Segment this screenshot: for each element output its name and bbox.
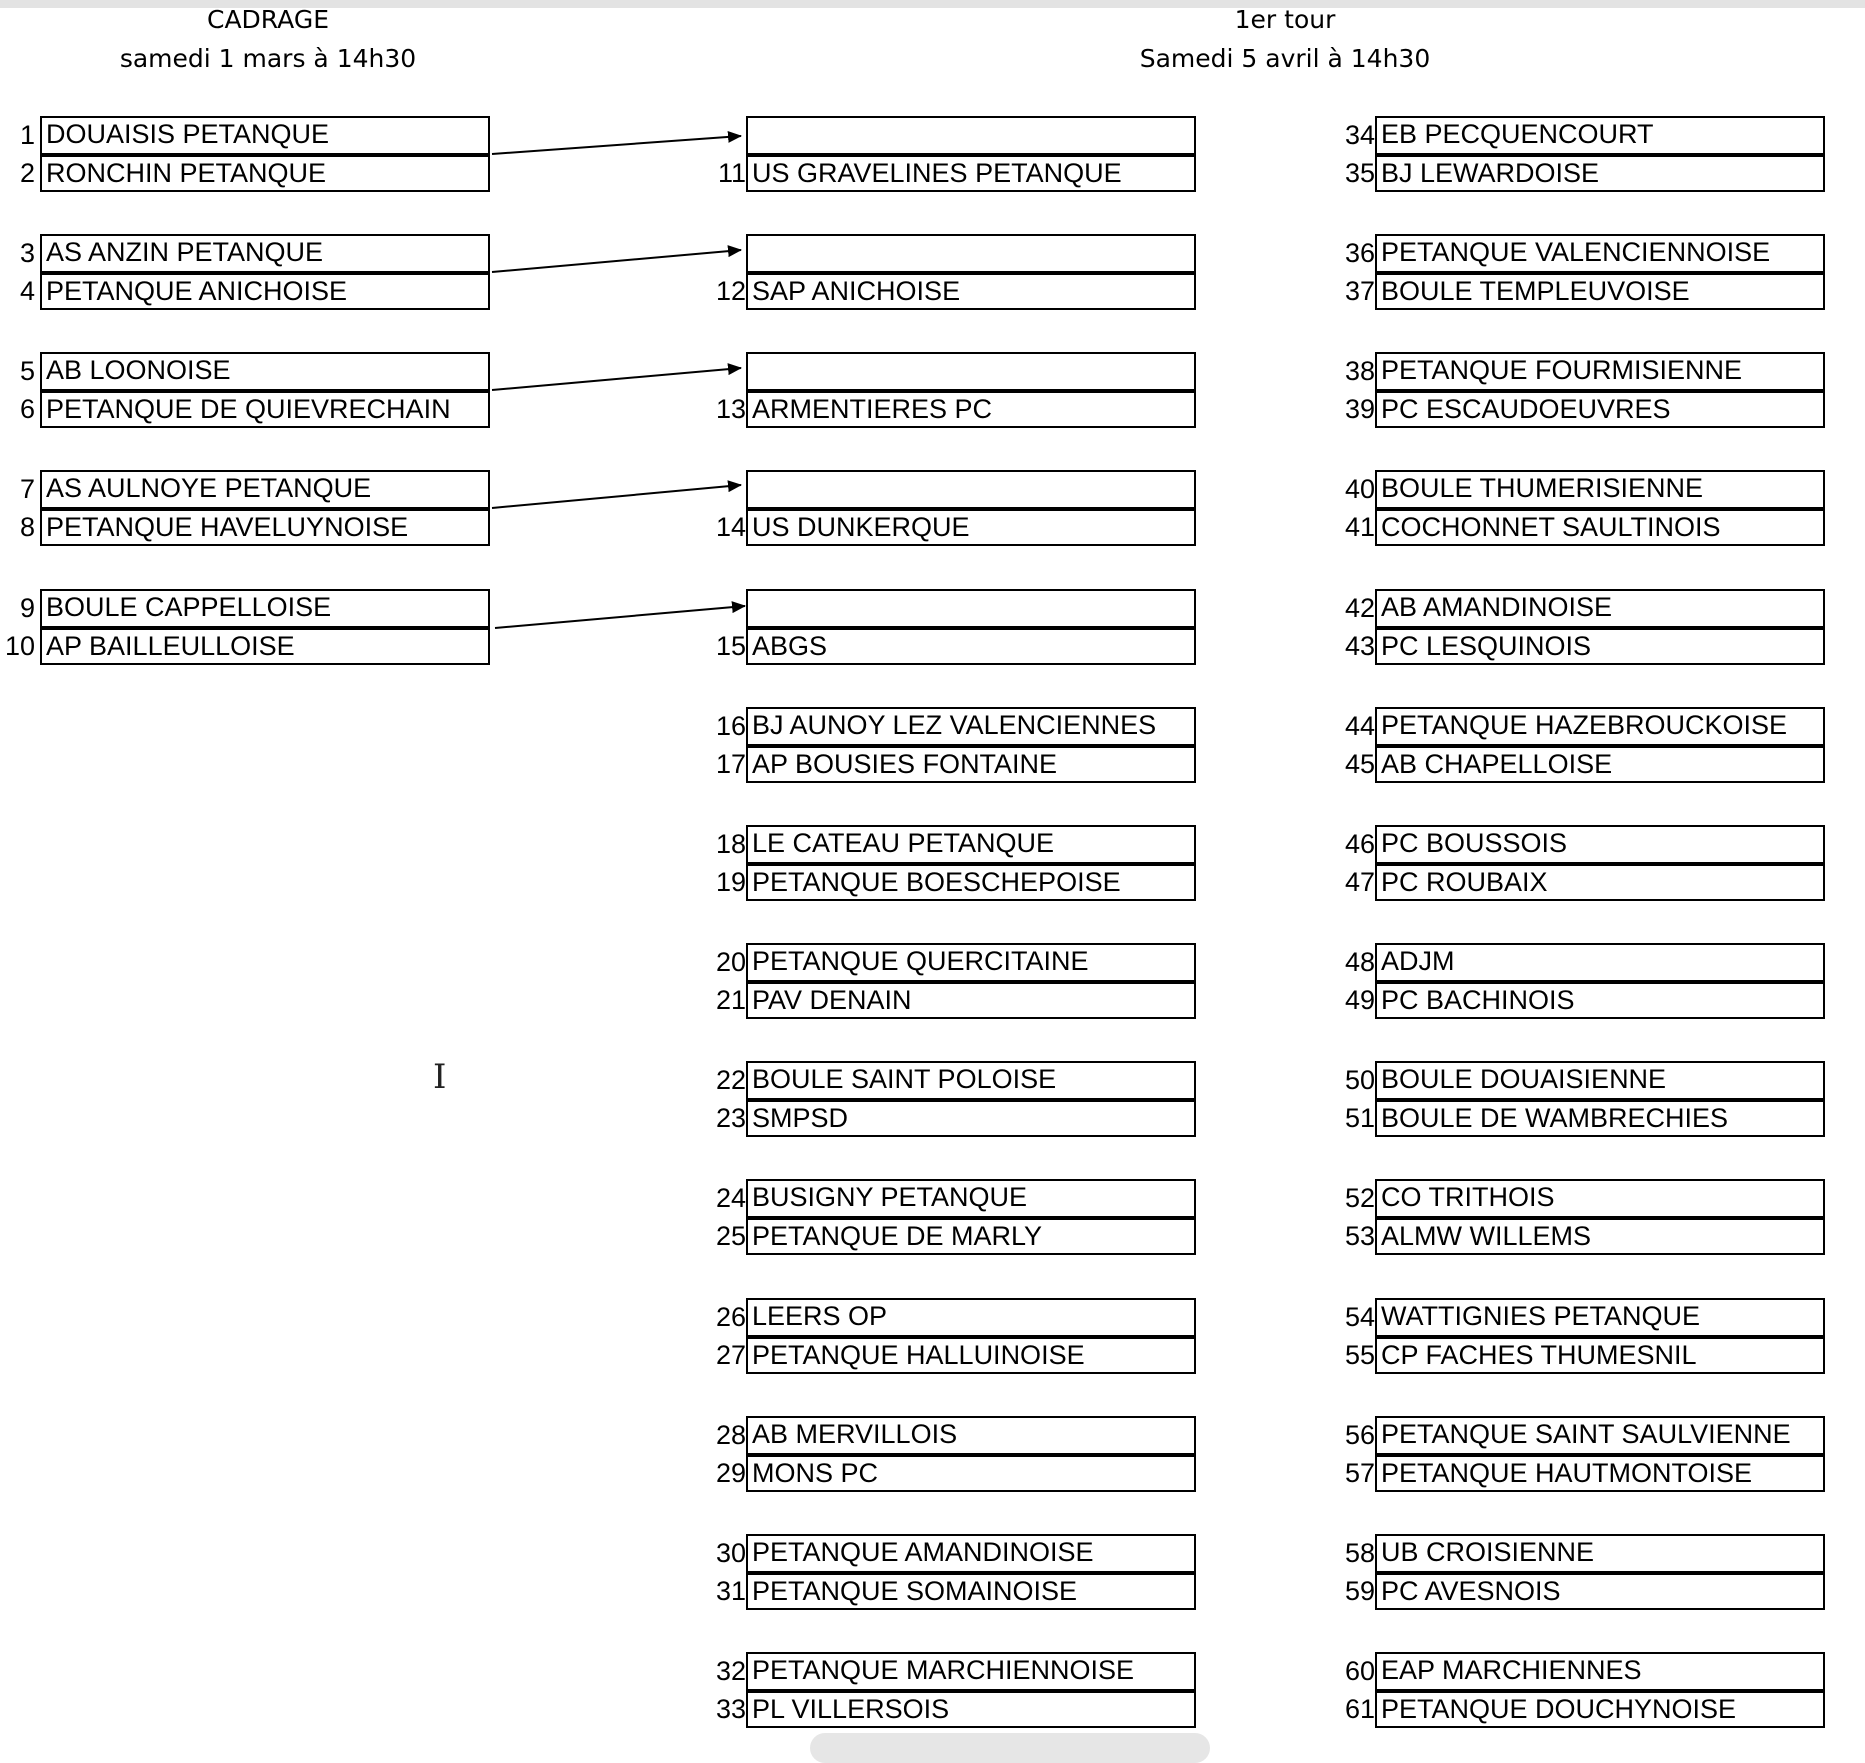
team-cell: ARMENTIERES PC [746,391,1196,428]
seed-number: 51 [1344,1103,1375,1133]
team-cell: COCHONNET SAULTINOIS [1375,509,1825,546]
seed-number: 50 [1344,1065,1375,1095]
seed-number: 52 [1344,1183,1375,1213]
seed-number: 48 [1344,947,1375,977]
team-cell: AB MERVILLOIS [746,1416,1196,1455]
team-cell: EAP MARCHIENNES [1375,1652,1825,1691]
seed-number: 39 [1344,394,1375,424]
cadrage-title: CADRAGE [207,5,329,34]
seed-number: 42 [1344,593,1375,623]
seed-number: 7 [19,474,35,504]
seed-number: 18 [715,829,746,859]
seed-number: 58 [1344,1538,1375,1568]
seed-number: 31 [715,1576,746,1606]
team-cell: DOUAISIS PETANQUE [40,116,490,155]
team-cell: PETANQUE HAZEBROUCKOISE [1375,707,1825,746]
team-cell: SMPSD [746,1100,1196,1137]
team-cell: PETANQUE SAINT SAULVIENNE [1375,1416,1825,1455]
team-cell [746,589,1196,628]
seed-number: 20 [715,947,746,977]
seed-number: 6 [19,394,35,424]
team-cell: BOULE THUMERISIENNE [1375,470,1825,509]
round1-date: Samedi 5 avril à 14h30 [1139,44,1431,73]
team-cell: AB LOONOISE [40,352,490,391]
team-cell: CP FACHES THUMESNIL [1375,1337,1825,1374]
seed-number: 11 [717,158,746,188]
seed-number: 23 [715,1103,746,1133]
team-cell: PETANQUE DOUCHYNOISE [1375,1691,1825,1728]
team-cell: LE CATEAU PETANQUE [746,825,1196,864]
team-cell: PAV DENAIN [746,982,1196,1019]
team-cell: PETANQUE BOESCHEPOISE [746,864,1196,901]
seed-number: 1 [19,120,35,150]
seed-number: 54 [1344,1302,1375,1332]
scroll-handle[interactable] [810,1733,1210,1763]
team-cell: PETANQUE ANICHOISE [40,273,490,310]
seed-number: 61 [1344,1694,1375,1724]
seed-number: 41 [1344,512,1375,542]
seed-number: 55 [1344,1340,1375,1370]
seed-number: 27 [715,1340,746,1370]
team-cell: WATTIGNIES PETANQUE [1375,1298,1825,1337]
seed-number: 33 [715,1694,746,1724]
seed-number: 47 [1344,867,1375,897]
text-cursor-icon: I [433,1057,447,1097]
seed-number: 13 [715,394,746,424]
team-cell: AP BOUSIES FONTAINE [746,746,1196,783]
team-cell: PETANQUE AMANDINOISE [746,1534,1196,1573]
team-cell: PETANQUE FOURMISIENNE [1375,352,1825,391]
team-cell [746,116,1196,155]
team-cell: BOULE DOUAISIENNE [1375,1061,1825,1100]
cadrage-date: samedi 1 mars à 14h30 [119,44,417,73]
team-cell: BOULE CAPPELLOISE [40,589,490,628]
seed-number: 5 [19,356,35,386]
team-cell: AS AULNOYE PETANQUE [40,470,490,509]
seed-number: 60 [1344,1656,1375,1686]
team-cell: PETANQUE VALENCIENNOISE [1375,234,1825,273]
team-cell: UB CROISIENNE [1375,1534,1825,1573]
team-cell: PC AVESNOIS [1375,1573,1825,1610]
seed-number: 8 [19,512,35,542]
team-cell [746,234,1196,273]
team-cell: BOULE TEMPLEUVOISE [1375,273,1825,310]
seed-number: 15 [715,631,746,661]
seed-number: 57 [1344,1458,1375,1488]
team-cell: US GRAVELINES PETANQUE [746,155,1196,192]
team-cell: BJ AUNOY LEZ VALENCIENNES [746,707,1196,746]
team-cell: BOULE SAINT POLOISE [746,1061,1196,1100]
team-cell: PETANQUE DE MARLY [746,1218,1196,1255]
team-cell: AB AMANDINOISE [1375,589,1825,628]
seed-number: 26 [715,1302,746,1332]
team-cell: PC BACHINOIS [1375,982,1825,1019]
team-cell: PC ESCAUDOEUVRES [1375,391,1825,428]
team-cell: PETANQUE HALLUINOISE [746,1337,1196,1374]
team-cell: AS ANZIN PETANQUE [40,234,490,273]
team-cell: CO TRITHOIS [1375,1179,1825,1218]
team-cell: PC LESQUINOIS [1375,628,1825,665]
team-cell: MONS PC [746,1455,1196,1492]
team-cell: BUSIGNY PETANQUE [746,1179,1196,1218]
seed-number: 9 [19,593,35,623]
team-cell [746,470,1196,509]
seed-number: 49 [1344,985,1375,1015]
seed-number: 21 [715,985,746,1015]
seed-number: 4 [19,276,35,306]
team-cell: LEERS OP [746,1298,1196,1337]
team-cell: ALMW WILLEMS [1375,1218,1825,1255]
arrow-2 [492,250,741,272]
seed-number: 10 [4,631,35,661]
team-cell: PL VILLERSOIS [746,1691,1196,1728]
seed-number: 40 [1344,474,1375,504]
team-cell: EB PECQUENCOURT [1375,116,1825,155]
team-cell: PETANQUE HAVELUYNOISE [40,509,490,546]
seed-number: 53 [1344,1221,1375,1251]
seed-number: 36 [1344,238,1375,268]
arrow-4 [492,485,741,508]
seed-number: 29 [715,1458,746,1488]
team-cell: US DUNKERQUE [746,509,1196,546]
team-cell: BJ LEWARDOISE [1375,155,1825,192]
seed-number: 34 [1344,120,1375,150]
arrow-1 [492,136,741,154]
team-cell: PETANQUE MARCHIENNOISE [746,1652,1196,1691]
arrow-5 [495,606,745,628]
team-cell: SAP ANICHOISE [746,273,1196,310]
seed-number: 2 [19,158,35,188]
seed-number: 59 [1344,1576,1375,1606]
team-cell: ADJM [1375,943,1825,982]
seed-number: 46 [1344,829,1375,859]
seed-number: 28 [715,1420,746,1450]
team-cell: AP BAILLEULLOISE [40,628,490,665]
seed-number: 25 [715,1221,746,1251]
team-cell: PETANQUE DE QUIEVRECHAIN [40,391,490,428]
seed-number: 45 [1344,749,1375,779]
seed-number: 32 [715,1656,746,1686]
seed-number: 56 [1344,1420,1375,1450]
team-cell: PETANQUE SOMAINOISE [746,1573,1196,1610]
team-cell: PC BOUSSOIS [1375,825,1825,864]
seed-number: 30 [715,1538,746,1568]
seed-number: 37 [1344,276,1375,306]
seed-number: 44 [1344,711,1375,741]
seed-number: 17 [715,749,746,779]
team-cell [746,352,1196,391]
team-cell: ABGS [746,628,1196,665]
team-cell: AB CHAPELLOISE [1375,746,1825,783]
arrow-3 [492,368,741,390]
team-cell: RONCHIN PETANQUE [40,155,490,192]
seed-number: 43 [1344,631,1375,661]
seed-number: 12 [715,276,746,306]
seed-number: 16 [715,711,746,741]
seed-number: 19 [715,867,746,897]
seed-number: 3 [19,238,35,268]
seed-number: 14 [715,512,746,542]
team-cell: BOULE DE WAMBRECHIES [1375,1100,1825,1137]
team-cell: PETANQUE HAUTMONTOISE [1375,1455,1825,1492]
seed-number: 38 [1344,356,1375,386]
seed-number: 35 [1344,158,1375,188]
seed-number: 24 [715,1183,746,1213]
seed-number: 22 [715,1065,746,1095]
team-cell: PC ROUBAIX [1375,864,1825,901]
team-cell: PETANQUE QUERCITAINE [746,943,1196,982]
round1-title: 1er tour [1234,5,1336,34]
